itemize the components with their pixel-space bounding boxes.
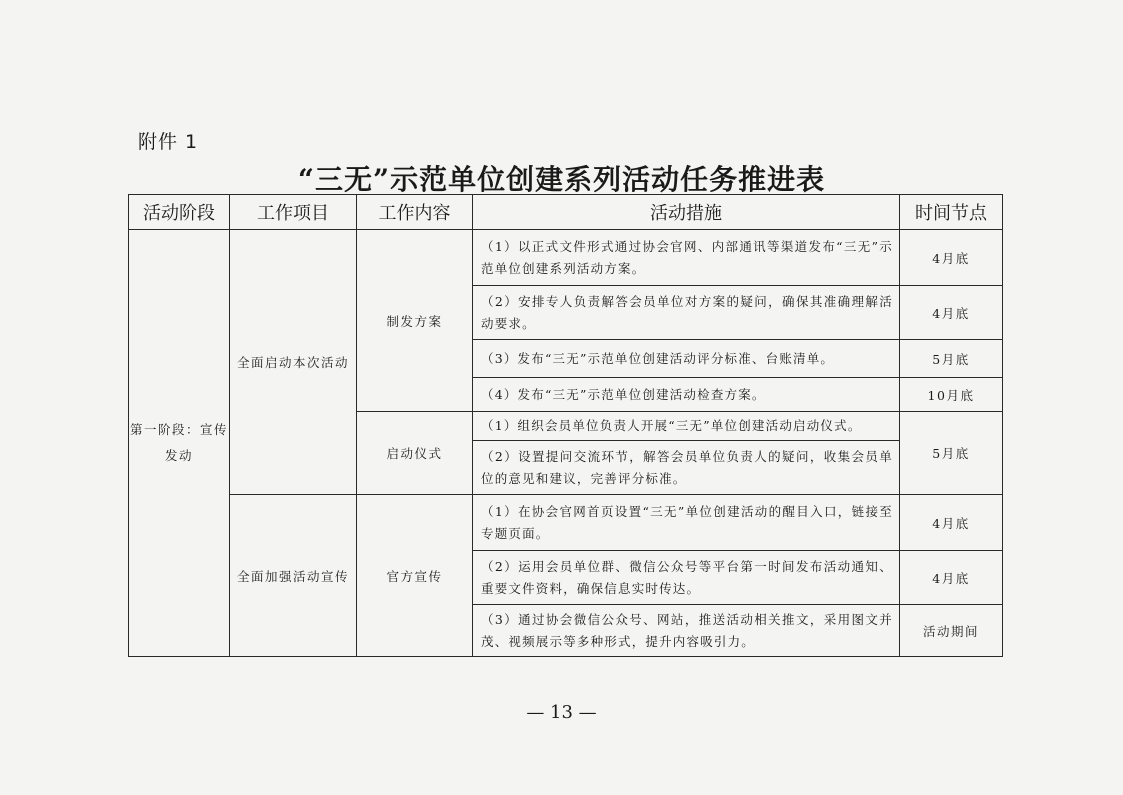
time-cell: 4月底 [900,495,1003,551]
content-cell: 启动仪式 [357,412,473,495]
column-header-content: 工作内容 [357,195,473,230]
content-cell: 制发方案 [357,230,473,412]
time-cell: 5月底 [900,340,1003,378]
measure-cell: （2）设置提问交流环节，解答会员单位负责人的疑问，收集会员单位的意见和建议，完善评分标准。 [473,441,900,495]
stage-cell: 第一阶段：宣传发动 [129,230,230,657]
measure-cell: （1）在协会官网首页设置“三无”单位创建活动的醒目入口，链接至专题页面。 [473,495,900,551]
project-cell: 全面加强活动宣传 [230,495,357,657]
column-header-project: 工作项目 [230,195,357,230]
content-cell: 官方宣传 [357,495,473,657]
table-row [129,230,1003,286]
time-cell: 10月底 [900,378,1003,412]
page-number: — 13 — [526,702,597,723]
time-cell: 活动期间 [900,605,1003,657]
column-header-time: 时间节点 [900,195,1003,230]
time-cell: 4月底 [900,286,1003,340]
measure-cell: （4）发布“三无”示范单位创建活动检查方案。 [473,378,900,412]
table-row [129,495,1003,551]
table-header-row [129,195,1003,230]
measure-cell: （2）安排专人负责解答会员单位对方案的疑问，确保其准确理解活动要求。 [473,286,900,340]
document-title: “三无”示范单位创建系列活动任务推进表 [297,163,826,196]
time-cell: 5月底 [900,412,1003,495]
measure-cell: （1）组织会员单位负责人开展“三无”单位创建活动启动仪式。 [473,412,900,441]
column-header-stage: 活动阶段 [129,195,230,230]
column-header-measures: 活动措施 [473,195,900,230]
attachment-label: 附件 1 [138,131,199,153]
task-plan-table [128,194,1003,657]
project-cell: 全面启动本次活动 [230,230,357,495]
time-cell: 4月底 [900,551,1003,605]
measure-cell: （3）通过协会微信公众号、网站，推送活动相关推文，采用图文并茂、视频展示等多种形式，提升内容吸引力。 [473,605,900,657]
measure-cell: （2）运用会员单位群、微信公众号等平台第一时间发布活动通知、重要文件资料，确保信息实时传达。 [473,551,900,605]
measure-cell: （1）以正式文件形式通过协会官网、内部通讯等渠道发布“三无”示范单位创建系列活动方案。 [473,230,900,286]
time-cell: 4月底 [900,230,1003,286]
measure-cell: （3）发布“三无”示范单位创建活动评分标准、台账清单。 [473,340,900,378]
